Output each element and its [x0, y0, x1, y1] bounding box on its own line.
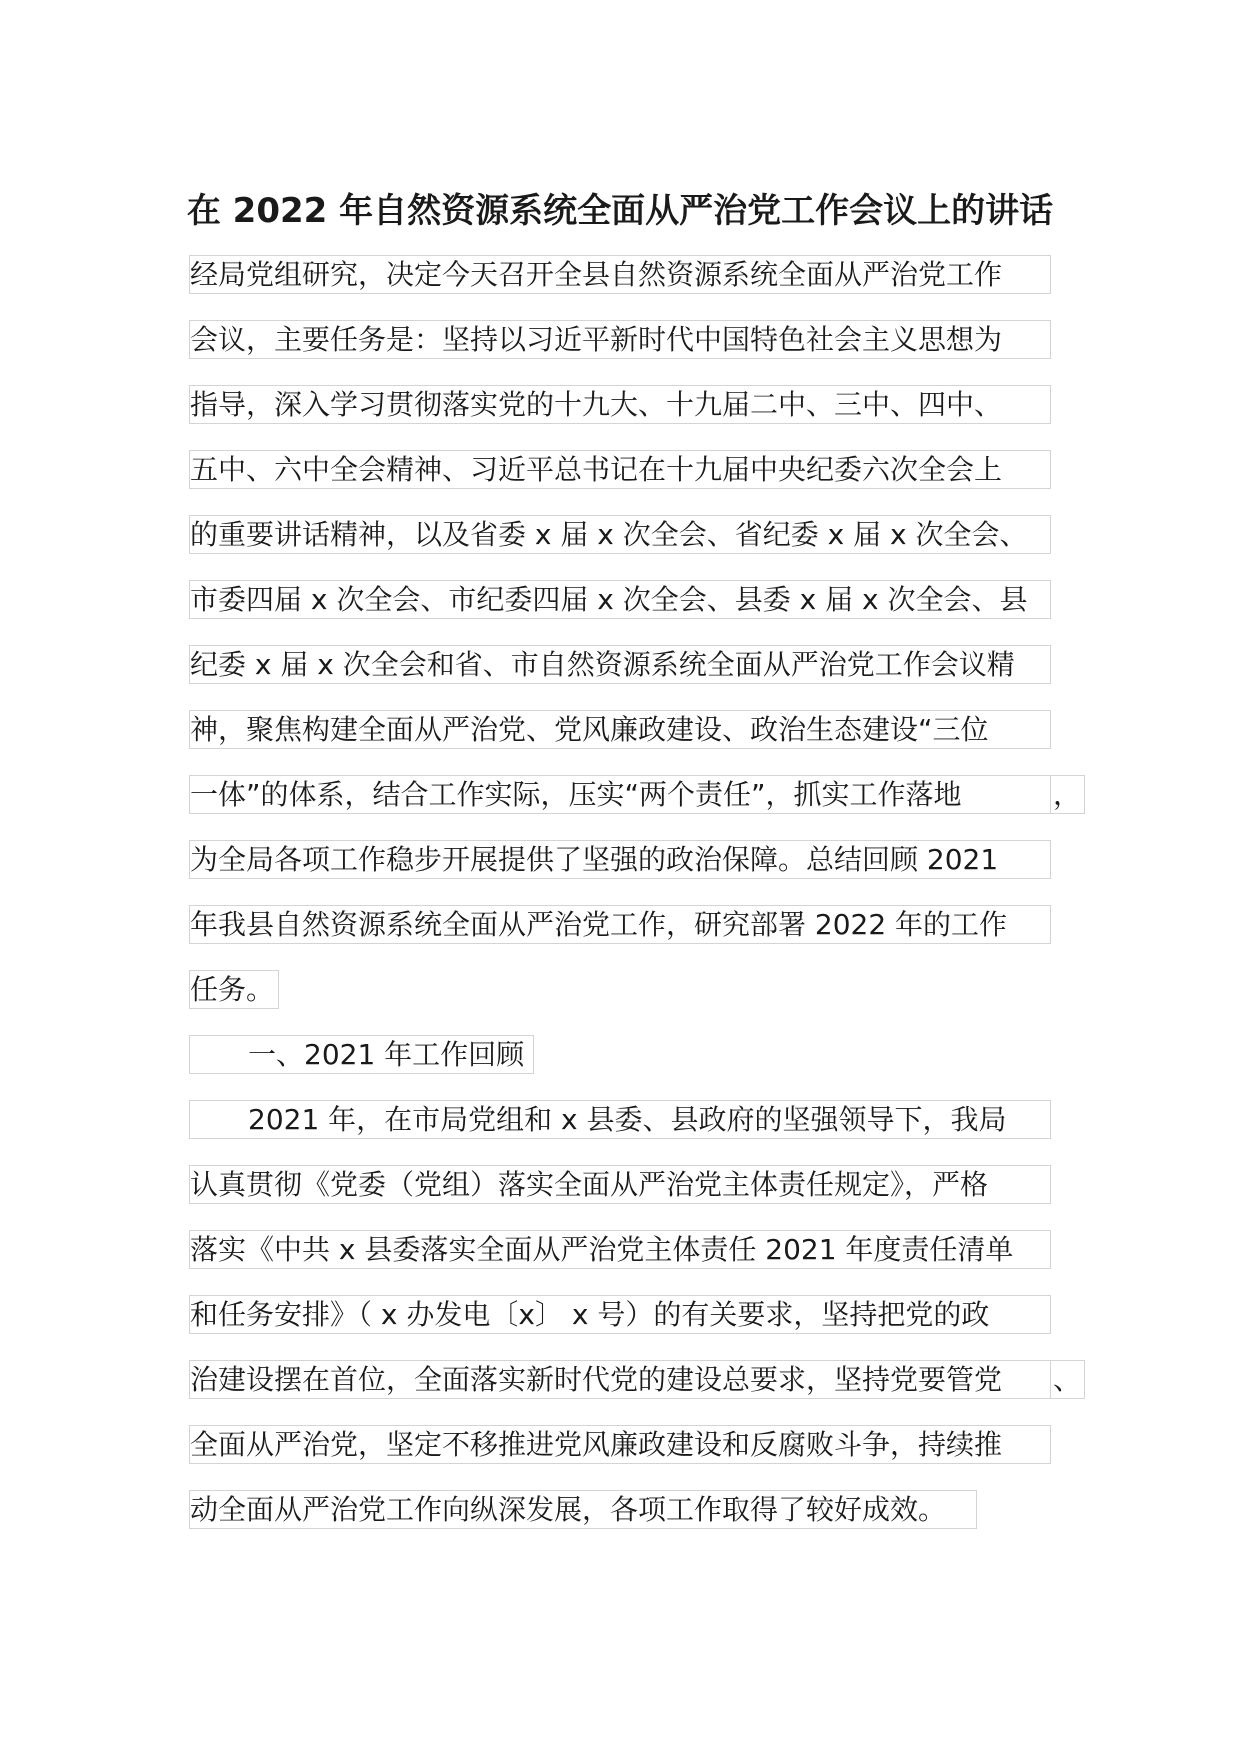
paragraph-1-line-6: 市委四届 x 次全会、市纪委四届 x 次全会、县委 x 届 x 次全会、县	[189, 580, 1051, 619]
paragraph-1-line-3: 指导，深入学习贯彻落实党的十九大、十九届二中、三中、四中、	[189, 385, 1051, 424]
paragraph-1-line-4: 五中、六中全会精神、习近平总书记在十九届中央纪委六次全会上	[189, 450, 1051, 489]
paragraph-1-line-7: 纪委 x 届 x 次全会和省、市自然资源系统全面从严治党工作会议精	[189, 645, 1051, 684]
paragraph-1-line-2: 会议，主要任务是：坚持以习近平新时代中国特色社会主义思想为	[189, 320, 1051, 359]
paragraph-1-line-1: 经局党组研究，决定今天召开全县自然资源系统全面从严治党工作	[189, 255, 1051, 294]
paragraph-1-line-8: 神，聚焦构建全面从严治党、党风廉政建设、政治生态建设“三位	[189, 710, 1051, 749]
paragraph-1-line-12: 任务。	[189, 970, 279, 1009]
document-title: 在 2022 年自然资源系统全面从严治党工作会议上的讲话	[186, 191, 1054, 231]
paragraph-2-line-6: 全面从严治党，坚定不移推进党风廉政建设和反腐败斗争，持续推	[189, 1425, 1051, 1464]
paragraph-2-line-5-overflow: 、	[1051, 1360, 1085, 1399]
paragraph-2-line-2: 认真贯彻《党委（党组）落实全面从严治党主体责任规定》，严格	[189, 1165, 1051, 1204]
section-heading: 一、2021 年工作回顾	[189, 1035, 534, 1074]
paragraph-1-line-9-overflow: ，	[1051, 775, 1085, 814]
paragraph-1-line-9: 一体”的体系，结合工作实际，压实“两个责任”，抓实工作落地	[189, 775, 1051, 814]
paragraph-2-line-7: 动全面从严治党工作向纵深发展，各项工作取得了较好成效。	[189, 1490, 977, 1529]
paragraph-2-line-4: 和任务安排》（ x 办发电〔x〕 x 号）的有关要求，坚持把党的政	[189, 1295, 1051, 1334]
paragraph-1-line-10: 为全局各项工作稳步开展提供了坚强的政治保障。总结回顾 2021	[189, 840, 1051, 879]
paragraph-1-line-5: 的重要讲话精神，以及省委 x 届 x 次全会、省纪委 x 届 x 次全会、	[189, 515, 1051, 554]
paragraph-2-line-3: 落实《中共 x 县委落实全面从严治党主体责任 2021 年度责任清单	[189, 1230, 1051, 1269]
paragraph-2-line-5: 治建设摆在首位，全面落实新时代党的建设总要求，坚持党要管党	[189, 1360, 1051, 1399]
paragraph-1-line-11: 年我县自然资源系统全面从严治党工作，研究部署 2022 年的工作	[189, 905, 1051, 944]
paragraph-2-line-1: 2021 年，在市局党组和 x 县委、县政府的坚强领导下，我局	[189, 1100, 1051, 1139]
